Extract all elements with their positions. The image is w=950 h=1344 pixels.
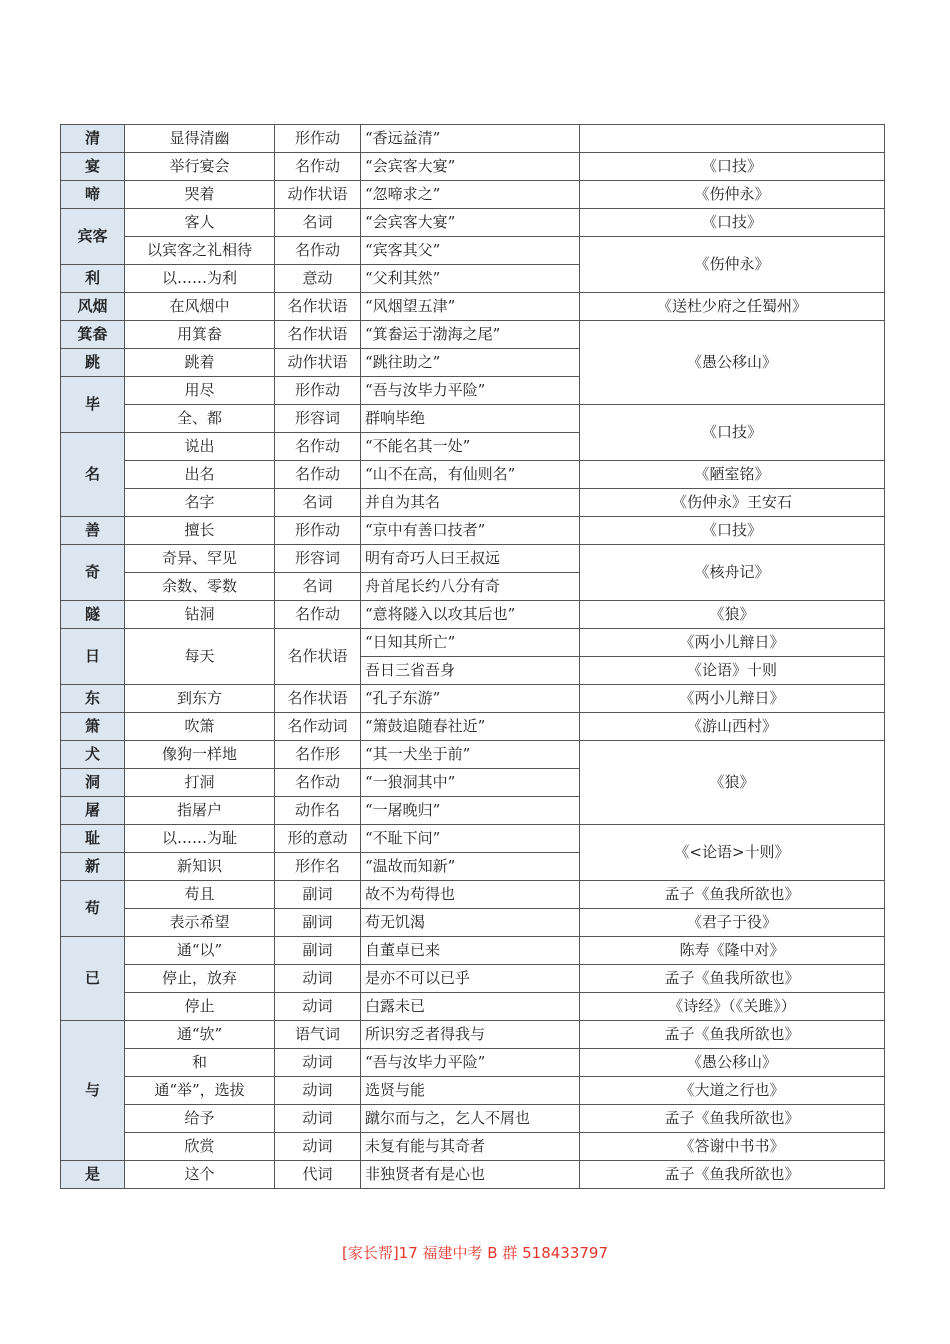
meaning-cell: 说出 bbox=[125, 433, 275, 461]
meaning-cell: 出名 bbox=[125, 461, 275, 489]
table-row bbox=[61, 1021, 885, 1049]
example-cell: “箕畚运于渤海之尾” bbox=[361, 321, 580, 349]
usage-cell: 名词 bbox=[275, 209, 361, 237]
usage-cell: 副词 bbox=[275, 881, 361, 909]
meaning-cell: 通“举”，选拔 bbox=[125, 1077, 275, 1105]
usage-cell: 动词 bbox=[275, 1077, 361, 1105]
example-cell: “京中有善口技者” bbox=[361, 517, 580, 545]
word-cell: 毕 bbox=[61, 377, 125, 433]
source-cell: 《大道之行也》 bbox=[580, 1077, 885, 1105]
example-cell: 群响毕绝 bbox=[361, 405, 580, 433]
source-cell: 《游山西村》 bbox=[580, 713, 885, 741]
usage-cell: 动词 bbox=[275, 965, 361, 993]
example-cell: “风烟望五津” bbox=[361, 293, 580, 321]
meaning-cell: 余数、零数 bbox=[125, 573, 275, 601]
example-cell: “箫鼓追随春社近” bbox=[361, 713, 580, 741]
usage-cell: 名作动 bbox=[275, 769, 361, 797]
usage-cell: 动作名 bbox=[275, 797, 361, 825]
table-row bbox=[61, 293, 885, 321]
source-cell: 《口技》 bbox=[580, 153, 885, 181]
meaning-cell: 通“欤” bbox=[125, 1021, 275, 1049]
meaning-cell: 欣赏 bbox=[125, 1133, 275, 1161]
meaning-cell: 擅长 bbox=[125, 517, 275, 545]
meaning-cell: 指屠户 bbox=[125, 797, 275, 825]
source-cell: 《答谢中书书》 bbox=[580, 1133, 885, 1161]
example-cell: “会宾客大宴” bbox=[361, 153, 580, 181]
word-cell: 洞 bbox=[61, 769, 125, 797]
usage-cell: 副词 bbox=[275, 937, 361, 965]
usage-cell: 名作状语 bbox=[275, 629, 361, 685]
meaning-cell: 以……为利 bbox=[125, 265, 275, 293]
usage-cell: 动词 bbox=[275, 993, 361, 1021]
example-cell: “意将隧入以攻其后也” bbox=[361, 601, 580, 629]
usage-cell: 动作状语 bbox=[275, 181, 361, 209]
word-cell: 箕畚 bbox=[61, 321, 125, 349]
word-cell: 日 bbox=[61, 629, 125, 685]
meaning-cell: 苟且 bbox=[125, 881, 275, 909]
word-cell: 名 bbox=[61, 433, 125, 517]
meaning-cell: 停止 bbox=[125, 993, 275, 1021]
source-cell: 《核舟记》 bbox=[580, 545, 885, 601]
meaning-cell: 奇异、罕见 bbox=[125, 545, 275, 573]
table-row bbox=[61, 1077, 885, 1105]
meaning-cell: 跳着 bbox=[125, 349, 275, 377]
example-cell: “不能名其一处” bbox=[361, 433, 580, 461]
usage-cell: 动词 bbox=[275, 1105, 361, 1133]
table-row bbox=[61, 461, 885, 489]
usage-cell: 名作动 bbox=[275, 153, 361, 181]
example-cell: 蹴尔而与之，乞人不屑也 bbox=[361, 1105, 580, 1133]
source-cell: 孟子《鱼我所欲也》 bbox=[580, 1161, 885, 1189]
word-cell: 与 bbox=[61, 1021, 125, 1161]
meaning-cell: 名字 bbox=[125, 489, 275, 517]
usage-cell: 名作动词 bbox=[275, 713, 361, 741]
word-cell: 啼 bbox=[61, 181, 125, 209]
meaning-cell: 停止，放弃 bbox=[125, 965, 275, 993]
table-row bbox=[61, 629, 885, 657]
word-cell: 新 bbox=[61, 853, 125, 881]
word-cell: 奇 bbox=[61, 545, 125, 601]
example-cell: “不耻下问” bbox=[361, 825, 580, 853]
meaning-cell: 客人 bbox=[125, 209, 275, 237]
source-cell: 《狼》 bbox=[580, 601, 885, 629]
usage-cell: 动作状语 bbox=[275, 349, 361, 377]
source-cell: 孟子《鱼我所欲也》 bbox=[580, 881, 885, 909]
usage-cell: 意动 bbox=[275, 265, 361, 293]
meaning-cell: 显得清幽 bbox=[125, 125, 275, 153]
word-cell: 已 bbox=[61, 937, 125, 1021]
table-row bbox=[61, 685, 885, 713]
usage-cell: 名作状语 bbox=[275, 685, 361, 713]
example-cell: 白露未已 bbox=[361, 993, 580, 1021]
usage-cell: 名词 bbox=[275, 573, 361, 601]
table-row bbox=[61, 489, 885, 517]
table-row bbox=[61, 153, 885, 181]
example-cell: 并自为其名 bbox=[361, 489, 580, 517]
word-cell: 善 bbox=[61, 517, 125, 545]
source-cell: 《伤仲永》王安石 bbox=[580, 489, 885, 517]
example-cell: “孔子东游” bbox=[361, 685, 580, 713]
usage-cell: 形作动 bbox=[275, 125, 361, 153]
usage-cell: 名作动 bbox=[275, 461, 361, 489]
source-cell: 《愚公移山》 bbox=[580, 321, 885, 405]
usage-cell: 名作动 bbox=[275, 433, 361, 461]
example-cell: 是亦不可以已乎 bbox=[361, 965, 580, 993]
source-cell: 《口技》 bbox=[580, 209, 885, 237]
example-cell: 未复有能与其奇者 bbox=[361, 1133, 580, 1161]
usage-cell: 名作动 bbox=[275, 237, 361, 265]
example-cell: “会宾客大宴” bbox=[361, 209, 580, 237]
table-row bbox=[61, 1161, 885, 1189]
example-cell: “忽啼求之” bbox=[361, 181, 580, 209]
table-row bbox=[61, 993, 885, 1021]
source-cell bbox=[580, 125, 885, 153]
meaning-cell: 吹箫 bbox=[125, 713, 275, 741]
table-row bbox=[61, 321, 885, 349]
word-cell: 是 bbox=[61, 1161, 125, 1189]
table-row bbox=[61, 1105, 885, 1133]
source-cell: 《<论语>十则》 bbox=[580, 825, 885, 881]
usage-cell: 形作动 bbox=[275, 517, 361, 545]
source-cell: 《诗经》（《关雎》） bbox=[580, 993, 885, 1021]
meaning-cell: 用尽 bbox=[125, 377, 275, 405]
source-cell: 《愚公移山》 bbox=[580, 1049, 885, 1077]
meaning-cell: 通“以” bbox=[125, 937, 275, 965]
usage-cell: 语气词 bbox=[275, 1021, 361, 1049]
meaning-cell: 钻洞 bbox=[125, 601, 275, 629]
source-cell: 《两小儿辩日》 bbox=[580, 685, 885, 713]
example-cell: 明有奇巧人曰王叔远 bbox=[361, 545, 580, 573]
source-cell: 《狼》 bbox=[580, 741, 885, 825]
usage-cell: 名作状语 bbox=[275, 293, 361, 321]
meaning-cell: 在风烟中 bbox=[125, 293, 275, 321]
word-cell: 箫 bbox=[61, 713, 125, 741]
table-row bbox=[61, 825, 885, 853]
example-cell: “一狼洞其中” bbox=[361, 769, 580, 797]
word-cell: 利 bbox=[61, 265, 125, 293]
source-cell: 《口技》 bbox=[580, 405, 885, 461]
meaning-cell: 像狗一样地 bbox=[125, 741, 275, 769]
usage-cell: 副词 bbox=[275, 909, 361, 937]
example-cell: “吾与汝毕力平险” bbox=[361, 377, 580, 405]
meaning-cell: 表示希望 bbox=[125, 909, 275, 937]
example-cell: 吾日三省吾身 bbox=[361, 657, 580, 685]
usage-cell: 动词 bbox=[275, 1049, 361, 1077]
meaning-cell: 和 bbox=[125, 1049, 275, 1077]
usage-cell: 形作动 bbox=[275, 377, 361, 405]
meaning-cell: 给予 bbox=[125, 1105, 275, 1133]
table-row bbox=[61, 517, 885, 545]
meaning-cell: 每天 bbox=[125, 629, 275, 685]
example-cell: “香远益清” bbox=[361, 125, 580, 153]
table-row bbox=[61, 909, 885, 937]
word-cell: 风烟 bbox=[61, 293, 125, 321]
word-cell: 屠 bbox=[61, 797, 125, 825]
example-cell: 所识穷乏者得我与 bbox=[361, 1021, 580, 1049]
usage-cell: 名作动 bbox=[275, 601, 361, 629]
meaning-cell: 举行宴会 bbox=[125, 153, 275, 181]
usage-cell: 形的意动 bbox=[275, 825, 361, 853]
source-cell: 《伤仲永》 bbox=[580, 181, 885, 209]
example-cell: “宾客其父” bbox=[361, 237, 580, 265]
usage-cell: 代词 bbox=[275, 1161, 361, 1189]
usage-cell: 形作名 bbox=[275, 853, 361, 881]
source-cell: 《送杜少府之任蜀州》 bbox=[580, 293, 885, 321]
word-cell: 跳 bbox=[61, 349, 125, 377]
source-cell: 《论语》十则 bbox=[580, 657, 885, 685]
source-cell: 《伤仲永》 bbox=[580, 237, 885, 293]
example-cell: “跳往助之” bbox=[361, 349, 580, 377]
word-cell: 犬 bbox=[61, 741, 125, 769]
word-cell: 东 bbox=[61, 685, 125, 713]
usage-cell: 名作形 bbox=[275, 741, 361, 769]
example-cell: 故不为苟得也 bbox=[361, 881, 580, 909]
table-row bbox=[61, 937, 885, 965]
table-row bbox=[61, 181, 885, 209]
table-row bbox=[61, 405, 885, 433]
example-cell: 选贤与能 bbox=[361, 1077, 580, 1105]
table-row bbox=[61, 545, 885, 573]
meaning-cell: 新知识 bbox=[125, 853, 275, 881]
word-cell: 宴 bbox=[61, 153, 125, 181]
source-cell: 孟子《鱼我所欲也》 bbox=[580, 965, 885, 993]
table-row bbox=[61, 1049, 885, 1077]
table-row bbox=[61, 209, 885, 237]
usage-cell: 名词 bbox=[275, 489, 361, 517]
vocabulary-table bbox=[60, 124, 885, 1189]
example-cell: 非独贤者有是心也 bbox=[361, 1161, 580, 1189]
example-cell: 舟首尾长约八分有奇 bbox=[361, 573, 580, 601]
meaning-cell: 哭着 bbox=[125, 181, 275, 209]
table-row bbox=[61, 741, 885, 769]
usage-cell: 名作状语 bbox=[275, 321, 361, 349]
meaning-cell: 以……为耻 bbox=[125, 825, 275, 853]
table-row bbox=[61, 965, 885, 993]
word-cell: 隧 bbox=[61, 601, 125, 629]
source-cell: 孟子《鱼我所欲也》 bbox=[580, 1105, 885, 1133]
example-cell: “其一犬坐于前” bbox=[361, 741, 580, 769]
example-cell: “日知其所亡” bbox=[361, 629, 580, 657]
word-cell: 清 bbox=[61, 125, 125, 153]
source-cell: 《口技》 bbox=[580, 517, 885, 545]
example-cell: “温故而知新” bbox=[361, 853, 580, 881]
example-cell: “山不在高，有仙则名” bbox=[361, 461, 580, 489]
table-row bbox=[61, 881, 885, 909]
example-cell: 自董卓已来 bbox=[361, 937, 580, 965]
meaning-cell: 这个 bbox=[125, 1161, 275, 1189]
source-cell: 陈寿《隆中对》 bbox=[580, 937, 885, 965]
meaning-cell: 以宾客之礼相待 bbox=[125, 237, 275, 265]
word-cell: 宾客 bbox=[61, 209, 125, 265]
table-row bbox=[61, 713, 885, 741]
meaning-cell: 用箕畚 bbox=[125, 321, 275, 349]
table-row bbox=[61, 125, 885, 153]
source-cell: 《君子于役》 bbox=[580, 909, 885, 937]
table-row bbox=[61, 1133, 885, 1161]
footer-watermark: [家长帮]17 福建中考 B 群 518433797 bbox=[341, 1244, 609, 1262]
table-row bbox=[61, 237, 885, 265]
example-cell: “父利其然” bbox=[361, 265, 580, 293]
word-cell: 苟 bbox=[61, 881, 125, 937]
usage-cell: 形容词 bbox=[275, 545, 361, 573]
meaning-cell: 全、都 bbox=[125, 405, 275, 433]
source-cell: 《两小儿辩日》 bbox=[580, 629, 885, 657]
example-cell: “吾与汝毕力平险” bbox=[361, 1049, 580, 1077]
usage-cell: 动词 bbox=[275, 1133, 361, 1161]
example-cell: 苟无饥渴 bbox=[361, 909, 580, 937]
usage-cell: 形容词 bbox=[275, 405, 361, 433]
example-cell: “一屠晚归” bbox=[361, 797, 580, 825]
table-row bbox=[61, 601, 885, 629]
source-cell: 《陋室铭》 bbox=[580, 461, 885, 489]
source-cell: 孟子《鱼我所欲也》 bbox=[580, 1021, 885, 1049]
meaning-cell: 到东方 bbox=[125, 685, 275, 713]
word-cell: 耻 bbox=[61, 825, 125, 853]
meaning-cell: 打洞 bbox=[125, 769, 275, 797]
